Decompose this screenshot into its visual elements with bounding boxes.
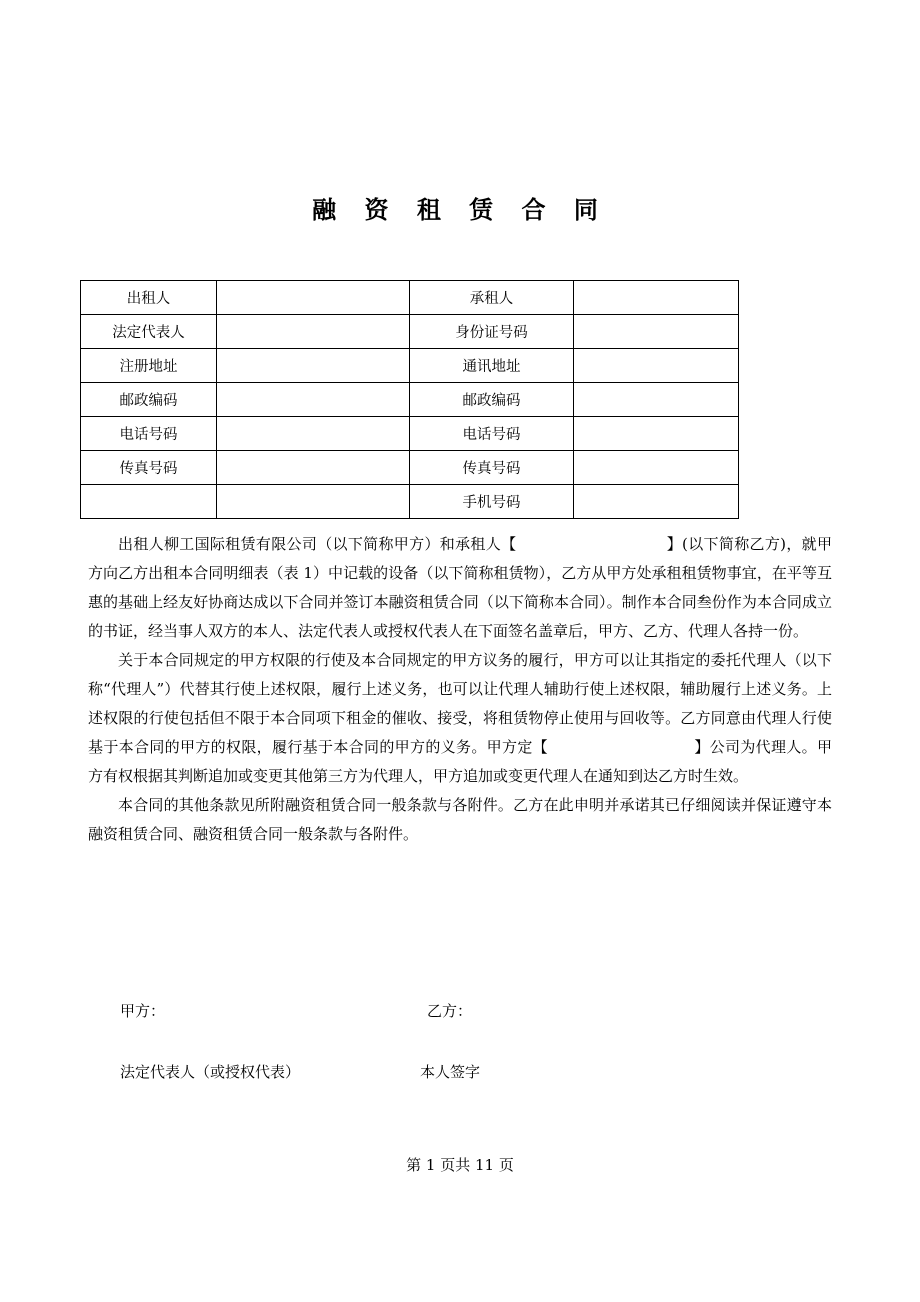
paragraph-terms: 本合同的其他条款见所附融资租赁合同一般条款与各附件。乙方在此申明并承诺其已仔细阅读并保证遵守本融资租赁合同、融资租赁合同一般条款与各附件。 xyxy=(88,796,832,843)
party-b-signature-label: 本人签字 xyxy=(420,1063,481,1081)
table-row xyxy=(81,417,739,451)
contract-body xyxy=(88,530,832,849)
table-label-cell: 注册地址 xyxy=(81,349,217,383)
table-label-cell: 手机号码 xyxy=(410,485,574,519)
table-label-cell: 邮政编码 xyxy=(410,383,574,417)
table-row xyxy=(81,281,739,315)
table-value-cell[interactable] xyxy=(217,383,410,417)
table-label-cell xyxy=(81,485,217,519)
table-label-cell: 电话号码 xyxy=(81,417,217,451)
paragraph-parties xyxy=(88,530,832,646)
table-label-cell: 承租人 xyxy=(410,281,574,315)
table-value-cell[interactable] xyxy=(217,281,410,315)
table-label-cell: 传真号码 xyxy=(81,451,217,485)
table-value-cell[interactable] xyxy=(574,451,739,485)
table-value-cell[interactable] xyxy=(217,485,410,519)
table-row xyxy=(81,383,739,417)
table-label-cell: 电话号码 xyxy=(410,417,574,451)
table-label-cell: 传真号码 xyxy=(410,451,574,485)
table-row xyxy=(81,349,739,383)
table-value-cell[interactable] xyxy=(574,315,739,349)
table-value-cell[interactable] xyxy=(574,349,739,383)
table-row xyxy=(81,451,739,485)
party-a-representative-label: 法定代表人（或授权代表） xyxy=(120,1063,301,1081)
party-b-label: 乙方： xyxy=(427,1002,473,1020)
table-label-cell: 邮政编码 xyxy=(81,383,217,417)
table-row xyxy=(81,315,739,349)
paragraph-text: 关于本合同规定的甲方权限的行使及本合同规定的甲方议务的履行，甲方可以让其指定的委托代理人（以下称“代理人”）代替其行使上述权限，履行上述义务，也可以让代理人辅助行使上述权限，辅助履行上述义务。上述权限的行使包括但不限于本合同项下租金的催收、接受，将租赁物停止使用与回收等。乙方同意由代理人行使基于本合同的甲方的权限，履行基于本合同的甲方的义务。甲方定【 xyxy=(88,651,832,756)
table-label-cell: 身份证号码 xyxy=(410,315,574,349)
paragraph-text: 出租人柳工国际租赁有限公司（以下简称甲方）和承租人【 xyxy=(118,535,517,553)
table-label-cell: 出租人 xyxy=(81,281,217,315)
table-row xyxy=(81,485,739,519)
page-number: 第 1 页共 11 页 xyxy=(406,1156,514,1174)
table-value-cell[interactable] xyxy=(574,485,739,519)
table-value-cell[interactable] xyxy=(574,417,739,451)
table-label-cell: 通讯地址 xyxy=(410,349,574,383)
table-value-cell[interactable] xyxy=(574,383,739,417)
table-value-cell[interactable] xyxy=(217,315,410,349)
table-value-cell[interactable] xyxy=(574,281,739,315)
parties-info-table xyxy=(80,280,739,519)
paragraph-text: 】公司为代理人。甲方有权根据其判断追加或变更其他第三方为代理人，甲方追加或变更代理人在通知到达乙方时生效。 xyxy=(88,738,832,785)
paragraph-text: 】(以下简称乙方)，就甲方向乙方出租本合同明细表（表 1）中记载的设备（以下简称租赁物），乙方从甲方处承租租赁物事宜，在平等互惠的基础上经友好协商达成以下合同并签订本融资租赁合同（以下简称本合同）。制作本合同叁份作为本合同成立的书证，经当事人双方的本人、法定代表人或授权代表人在下面签名盖章后，甲方、乙方、代理人各持一份。 xyxy=(88,535,832,640)
table-value-cell[interactable] xyxy=(217,417,410,451)
table-label-cell: 法定代表人 xyxy=(81,315,217,349)
table-value-cell[interactable] xyxy=(217,451,410,485)
paragraph-agent xyxy=(88,646,832,791)
table-value-cell[interactable] xyxy=(217,349,410,383)
document-title: 融 资 租 赁 合 同 xyxy=(312,196,608,224)
party-a-label: 甲方： xyxy=(120,1002,166,1020)
